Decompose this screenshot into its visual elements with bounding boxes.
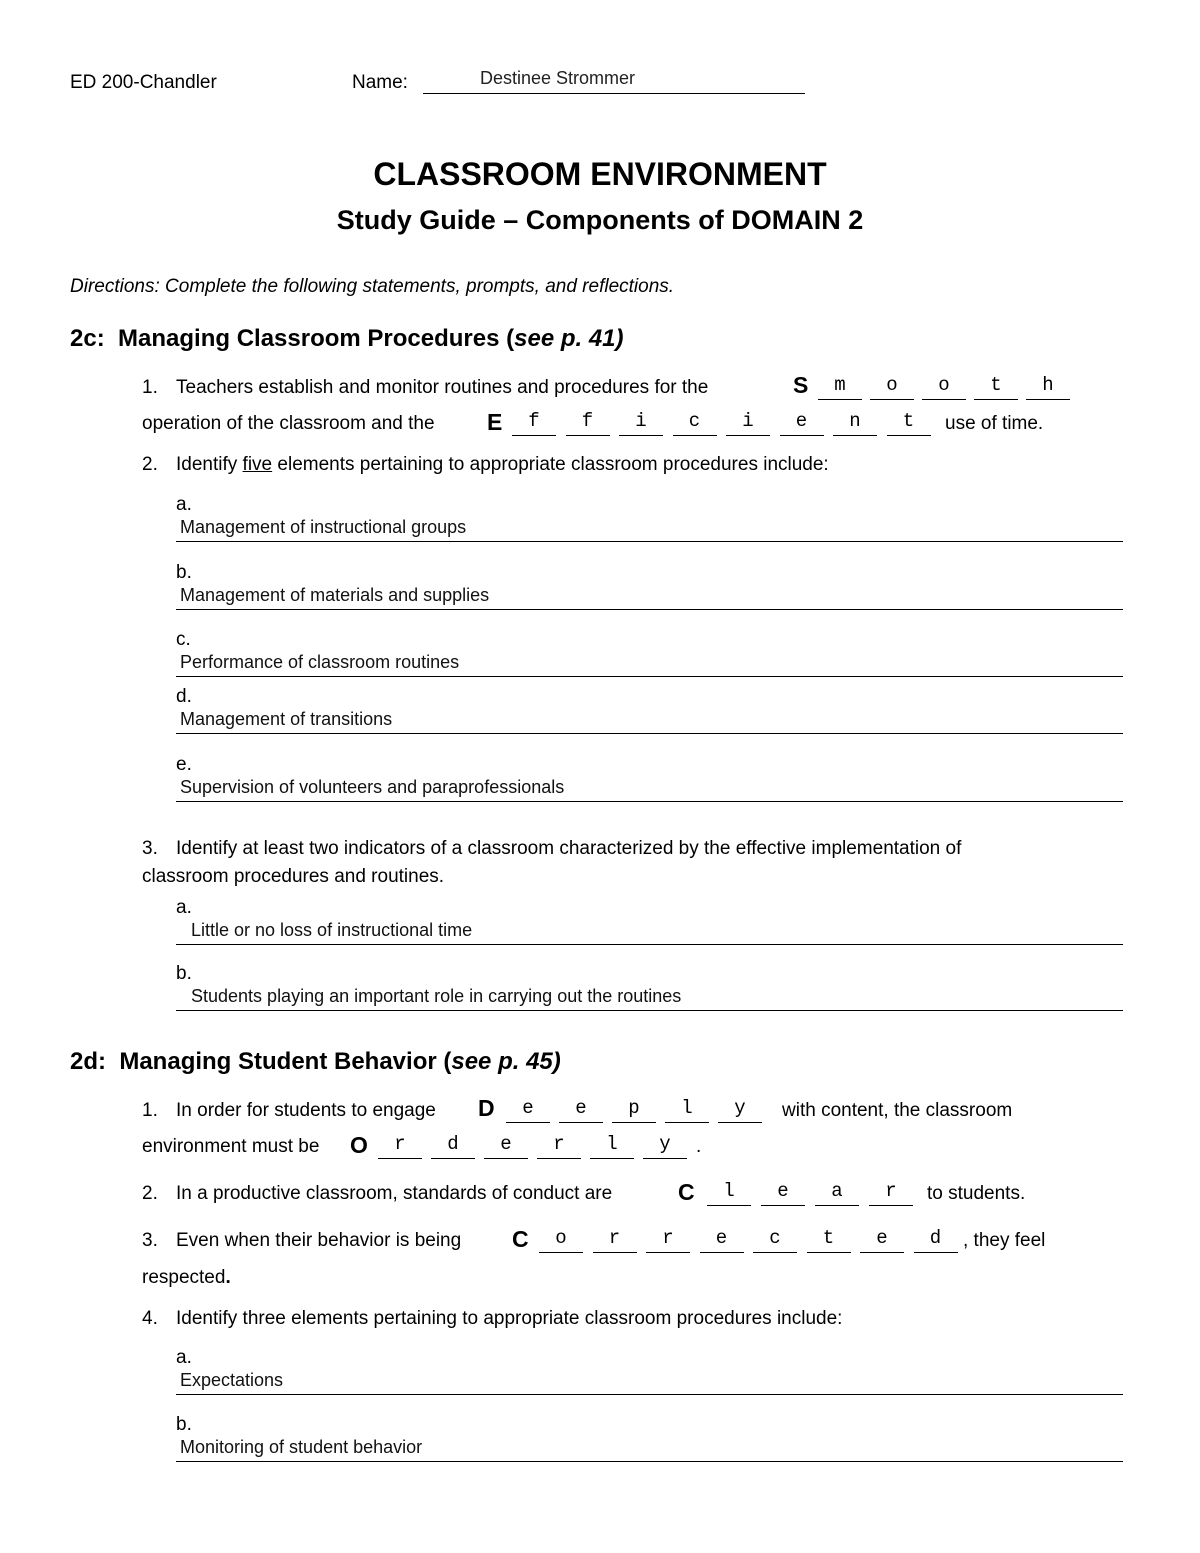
q2c-1-number: 1. [142,377,158,398]
name-field[interactable]: Destinee Strommer [480,68,636,88]
q2c-2-text [176,454,829,476]
letter-blank[interactable] [780,409,824,436]
letter-blank[interactable] [643,1132,687,1159]
letter-blank[interactable] [761,1179,805,1206]
answer-letter: a. [176,1347,192,1368]
answer-letter: a. [176,897,192,918]
letter-blank-value: e [777,1180,789,1202]
q2d-1-number: 1. [142,1100,158,1121]
page-subtitle: Study Guide – Components of DOMAIN 2 [336,205,864,235]
letter-blank[interactable] [807,1226,851,1253]
directions-text: Directions: Complete the following statements, prompts, and reflections. [70,276,675,297]
section-2c-ref: see p. 41) [514,325,624,352]
q2c-1-first-letter-2: E [487,409,503,435]
letter-blank-value: d [447,1133,459,1155]
letter-blank[interactable] [1026,373,1070,400]
answer-underline [176,801,1123,802]
letter-blank[interactable] [612,1096,656,1123]
letter-blank[interactable] [974,373,1018,400]
letter-blank[interactable] [537,1132,581,1159]
answer-field[interactable]: Monitoring of student behavior [180,1437,423,1457]
q2d-2-text-b: to students. [927,1183,1026,1204]
letter-blank-value: r [553,1133,565,1155]
letter-blank[interactable] [559,1096,603,1123]
section-2d-ref: see p. 45) [451,1048,561,1075]
letter-blank-value: n [849,410,861,432]
letter-blank[interactable] [860,1226,904,1253]
page-title: CLASSROOM ENVIRONMENT [373,156,827,192]
q2d-2-first-letter: C [678,1179,695,1205]
q2d-3-first-letter: C [512,1226,529,1252]
q2c-3-text-line2: classroom procedures and routines. [142,866,445,887]
answer-underline [176,1394,1123,1395]
letter-blank[interactable] [431,1132,475,1159]
letter-blank-value: e [795,410,808,432]
letter-blank[interactable] [753,1226,797,1253]
section-2d-title: Managing Student Behavior ( [119,1048,452,1075]
answer-field[interactable]: Students playing an important role in carrying out the routines [191,986,682,1006]
letter-blank-value: y [734,1097,746,1119]
letter-blank[interactable] [869,1179,913,1206]
letter-blank[interactable] [922,373,966,400]
letter-blank[interactable] [484,1132,528,1159]
q2d-3-text-a: Even when their behavior is being [176,1230,462,1251]
q2d-3-text-c-period: . [225,1267,231,1288]
letter-blank[interactable] [718,1096,762,1123]
answer-letter: e. [176,754,192,775]
letter-blank[interactable] [673,409,717,436]
letter-blank-value: e [500,1133,512,1155]
letter-blank[interactable] [665,1096,709,1123]
letter-blank[interactable] [512,409,556,436]
answer-underline [176,1461,1123,1462]
answer-letter: d. [176,686,192,707]
q2d-1-text-c: environment must be [142,1136,320,1157]
answer-letter: b. [176,562,192,583]
letter-blank-value: c [769,1227,781,1249]
letter-blank-value: l [606,1133,618,1155]
letter-blank-value: o [555,1227,567,1249]
q2c-1-text-b: operation of the classroom and the [142,413,435,434]
q2c-1-first-letter-1: S [793,372,809,398]
answer-letter: b. [176,963,192,984]
letter-blank[interactable] [870,373,914,400]
answer-underline [176,676,1123,677]
letter-blank[interactable] [833,409,877,436]
q2d-1-text-b: with content, the classroom [782,1100,1013,1121]
q2d-3-text-b: , they feel [963,1230,1046,1251]
letter-blank[interactable] [815,1179,859,1206]
q2d-4-number: 4. [142,1308,158,1329]
letter-blank-value: t [902,410,915,432]
answer-field[interactable]: Supervision of volunteers and paraprofessionals [180,777,565,797]
letter-blank[interactable] [818,373,862,400]
q2d-1-first-letter-1: D [478,1095,495,1121]
letter-blank[interactable] [646,1226,690,1253]
answer-field[interactable]: Little or no loss of instructional time [191,920,473,940]
letter-blank-value: r [885,1180,897,1202]
letter-blank-value: r [394,1133,406,1155]
letter-blank[interactable] [619,409,663,436]
q2d-1-first-letter-2: O [350,1132,368,1158]
letter-blank[interactable] [539,1226,583,1253]
q2d-1-text-d: . [696,1136,702,1157]
answer-field[interactable]: Performance of classroom routines [180,652,460,672]
answer-underline [176,733,1123,734]
answer-letter: b. [176,1414,192,1435]
q2d-3-text-c-main: respected [142,1267,226,1288]
q2c-2-text-pre: Identify [176,454,243,475]
section-2c-heading [70,325,624,353]
letter-blank-value: p [628,1097,640,1119]
section-2c-code: 2c: [70,325,105,352]
letter-blank-value: e [522,1097,534,1119]
answer-underline [176,609,1123,610]
q2c-2-number: 2. [142,454,158,475]
letter-blank-value: r [662,1227,674,1249]
answer-field[interactable]: Management of transitions [180,709,393,729]
letter-blank[interactable] [700,1226,744,1253]
letter-blank[interactable] [506,1096,550,1123]
letter-blank-value: a [831,1180,843,1202]
section-2d-code: 2d: [70,1048,106,1075]
letter-blank[interactable] [593,1226,637,1253]
letter-blank[interactable] [378,1132,422,1159]
letter-blank[interactable] [887,409,931,436]
q2c-2-text-emphasis: five [242,454,273,475]
letter-blank-value: r [608,1227,621,1249]
q2c-3-text-line1: Identify at least two indicators of a classroom characterized by the effective implementation of [176,838,962,859]
letter-blank-value: t [990,374,1002,396]
letter-blank[interactable] [707,1179,751,1206]
q2c-3-number: 3. [142,838,158,859]
answer-underline [176,541,1123,542]
q2c-1-text-a: Teachers establish and monitor routines and procedures for the [176,377,709,398]
answer-field[interactable]: Management of instructional groups [180,517,467,537]
section-2c-title: Managing Classroom Procedures ( [118,325,515,352]
answer-underline [176,1010,1123,1011]
name-underline [423,93,805,94]
letter-blank-value: i [742,410,754,432]
letter-blank[interactable] [590,1132,634,1159]
answer-field[interactable]: Management of materials and supplies [180,585,490,605]
q2d-3-text-c [142,1267,231,1289]
course-label: ED 200-Chandler [70,72,217,93]
letter-blank[interactable] [914,1226,958,1253]
letter-blank-value: l [681,1097,693,1119]
letter-blank-value: o [886,374,898,396]
letter-blank-value: f [581,410,594,432]
answer-underline [176,944,1123,945]
letter-blank[interactable] [726,409,770,436]
q2c-1-text-c: use of time. [945,413,1044,434]
letter-blank-value: o [938,374,950,396]
letter-blank[interactable] [566,409,610,436]
letter-blank-value: h [1042,374,1054,396]
letter-blank-value: c [688,410,701,432]
q2d-3-number: 3. [142,1230,158,1251]
q2d-2-text-a: In a productive classroom, standards of conduct are [176,1183,613,1204]
answer-letter: a. [176,494,192,515]
letter-blank-value: m [834,374,846,396]
q2d-2-number: 2. [142,1183,158,1204]
letter-blank-value: t [822,1227,835,1249]
answer-field[interactable]: Expectations [180,1370,284,1390]
letter-blank-value: e [575,1097,587,1119]
letter-blank-value: l [723,1180,735,1202]
answer-letter: c. [176,629,191,650]
q2d-1-text-a: In order for students to engage [176,1100,436,1121]
letter-blank-value: y [659,1133,671,1155]
name-label: Name: [352,72,408,93]
q2d-4-text: Identify three elements pertaining to appropriate classroom procedures include: [176,1308,843,1329]
letter-blank-value: d [929,1227,942,1249]
section-2d-heading [70,1048,561,1076]
letter-blank-value: e [876,1227,888,1249]
q2c-2-text-post: elements pertaining to appropriate classroom procedures include: [272,454,829,475]
letter-blank-value: e [715,1227,728,1249]
letter-blank-value: f [528,410,540,432]
letter-blank-value: i [635,410,647,432]
